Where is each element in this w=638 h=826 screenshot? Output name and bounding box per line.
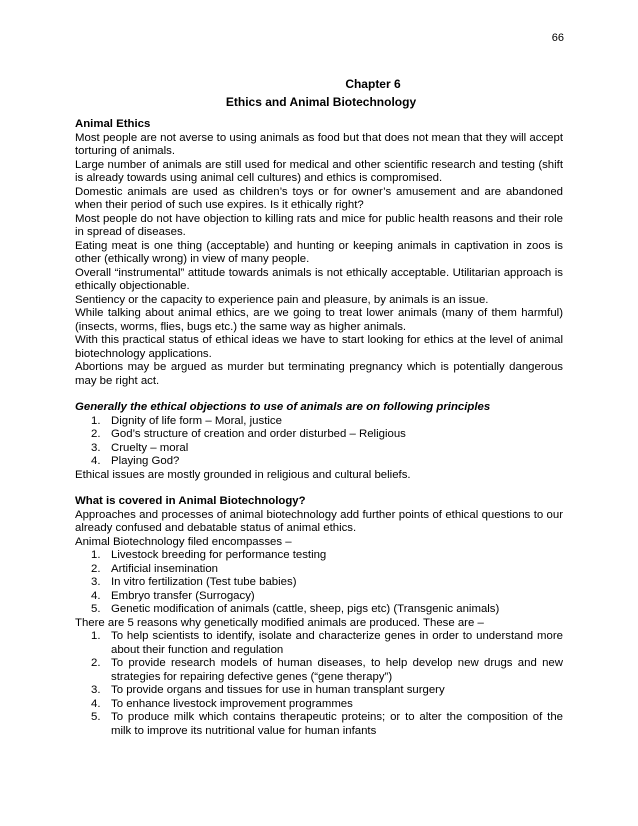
list-item-text: Dignity of life form – Moral, justice [111,414,282,427]
ethics-paragraph: Overall “instrumental” attitude towards animals is not ethically acceptable. Utilitarian approach is ethically objectionable. [75,266,563,292]
list-item: 1. Dignity of life form – Moral, justice [91,414,282,427]
ethics-paragraph: Sentiency or the capacity to experience pain and pleasure, by animals is an issue. [75,293,489,306]
ethics-paragraph: Large number of animals are still used for medical and other scientific research and testing (shift is already towards using animal cell cultures) and ethics is compromised. [75,158,563,184]
ethics-paragraph: With this practical status of ethical ideas we have to start looking for ethics at the level of animal biotechnology applications. [75,334,563,360]
list-item: 3. To provide organs and tissues for use in human transplant surgery [91,684,445,696]
list-item-text: To produce milk which contains therapeutic proteins; or to alter the composition of the milk to improve its nutritional value for human infants [111,711,563,737]
list-item-text: Embryo transfer (Surrogacy) [111,589,255,602]
ethics-paragraph: Most people do not have objection to killing rats and mice for public health reasons and their role in spread of diseases. [75,212,563,238]
field-list [75,549,563,617]
list-item: 2. God’s structure of creation and order disturbed – Religious [91,428,406,440]
ethics-paragraph: Abortions may be argued as murder but terminating pregnancy which is potentially dangerous may be right act. [75,361,563,387]
list-item-text: In vitro fertilization (Test tube babies) [111,576,297,588]
animal-ethics-heading: Animal Ethics [75,118,151,130]
list-item-text: Genetic modification of animals (cattle, sheep, pigs etc) (Transgenic animals) [111,603,500,615]
list-item: 3. Cruelty – moral [91,441,189,454]
list-item-text: To help scientists to identify, isolate and characterize genes in order to understand more about their function and regulation [111,630,563,656]
list-item-text: To provide research models of human diseases, to help develop new drugs and new strategies for repairing defective genes (“gene therapy”) [111,657,563,683]
ethics-paragraph: Domestic animals are used as children’s toys or for owner’s amusement and are abandoned when their period of such use expires. Is it ethically right? [75,185,563,211]
list-item: 5. To produce milk which contains therapeutic proteins; or to alter the composition of the milk to improve its nutritional value for human infants [91,711,563,737]
list-item-text: Cruelty – moral [111,441,189,454]
list-item: 4. Embryo transfer (Surrogacy) [91,589,255,602]
ethics-paragraph: While talking about animal ethics, are we going to treat lower animals (many of them harmful) (insects, worms, flies, bugs etc.) the same way as higher animals. [75,307,563,333]
principles-list [75,415,563,469]
field-label: Animal Biotechnology filed encompasses – [75,535,292,548]
list-item: 5. Genetic modification of animals (cattle, sheep, pigs etc) (Transgenic animals) [91,603,500,615]
page-number: 66 [551,32,564,44]
animal-biotech-heading: What is covered in Animal Biotechnology? [75,495,306,507]
list-item-text: To enhance livestock improvement programmes [111,697,353,710]
list-item: 2. Artificial insemination [91,562,218,575]
list-item: 3. In vitro fertilization (Test tube babies) [91,576,297,588]
list-item-text: God’s structure of creation and order disturbed – Religious [111,428,406,440]
list-item-text: To provide organs and tissues for use in human transplant surgery [111,684,445,696]
ethics-paragraph: Most people are not averse to using animals as food but that does not mean that they will accept torturing of animals. [75,131,563,157]
principles-closing: Ethical issues are mostly grounded in religious and cultural beliefs. [75,468,411,481]
principles-heading: Generally the ethical objections to use of animals are on following principles [75,401,491,413]
list-item-text: Playing God? [111,455,180,467]
list-item: 4. Playing God? [91,455,180,467]
list-item: 4. To enhance livestock improvement programmes [91,697,353,710]
ethics-paragraph: Eating meat is one thing (acceptable) and hunting or keeping animals in captivation in zoos is other (ethically wrong) in view of many people. [75,239,563,265]
list-item-text: Livestock breeding for performance testing [111,549,327,561]
reasons-label: There are 5 reasons why genetically modified animals are produced. These are – [75,616,484,629]
list-item: 2. To provide research models of human diseases, to help develop new drugs and new strategies for repairing defective genes (“gene therapy”) [91,657,563,683]
list-item-text: Artificial insemination [111,562,218,575]
page-content [75,77,563,738]
reasons-list [75,630,563,738]
list-item: 1. To help scientists to identify, isolate and characterize genes in order to understand more about their function and regulation [91,630,563,656]
chapter-title: Chapter 6 [345,77,401,91]
chapter-subtitle: Ethics and Animal Biotechnology [225,95,417,109]
list-item: 1. Livestock breeding for performance testing [91,549,327,561]
animal-biotech-intro: Approaches and processes of animal biotechnology add further points of ethical questions to our already confused and debatable status of animal ethics. [75,508,563,534]
